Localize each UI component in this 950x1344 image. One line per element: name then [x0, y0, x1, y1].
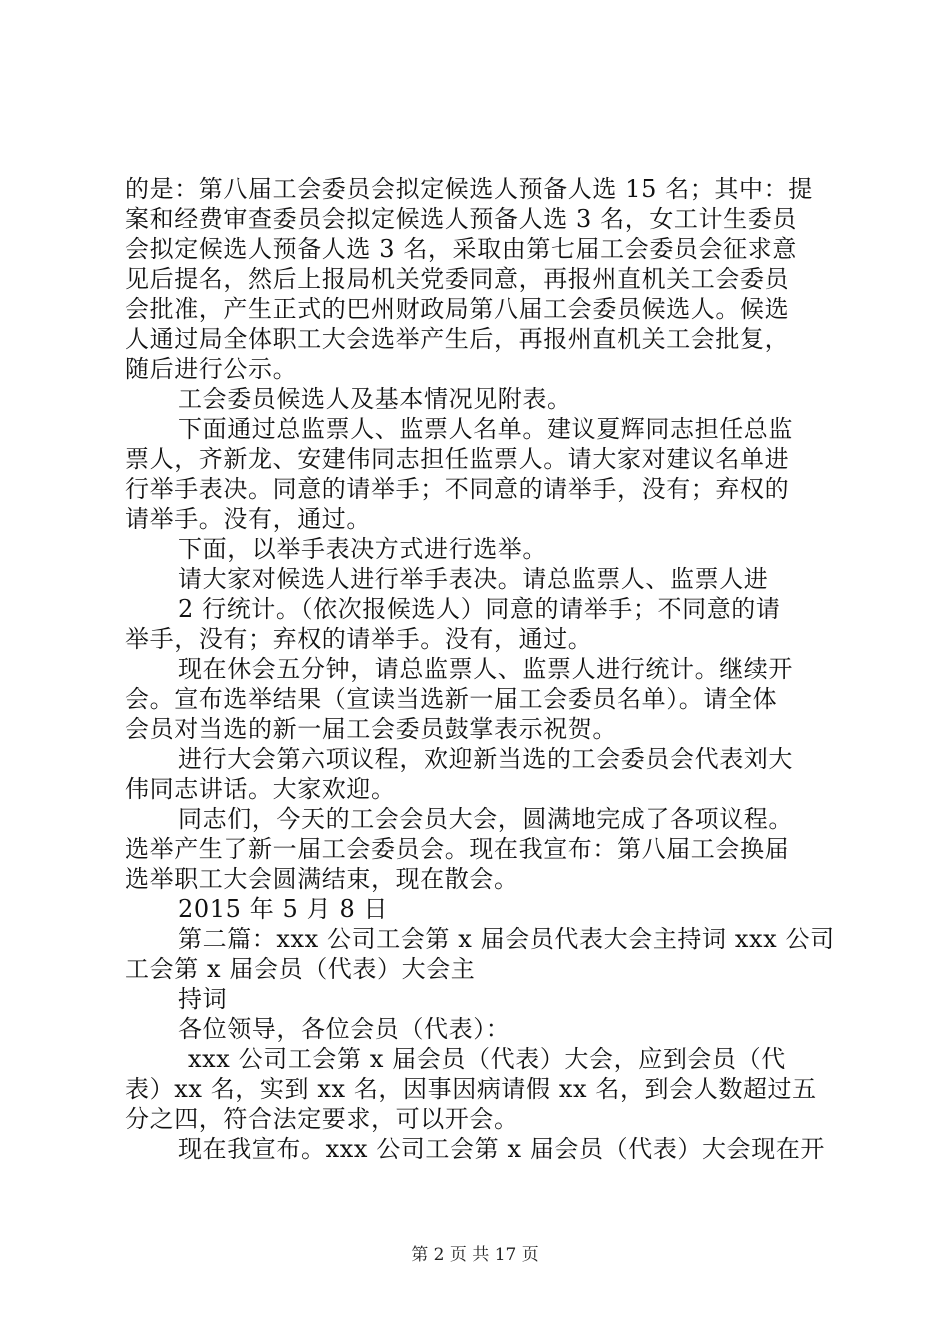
- text-line: 伟同志讲话。大家欢迎。: [125, 775, 396, 803]
- text-line: 人通过局全体职工大会选举产生后，再报州直机关工会批复，: [125, 325, 790, 353]
- text-line: 案和经费审查委员会拟定候选人预备人选 3 名，女工计生委员: [125, 205, 797, 233]
- date-line: 2015 年 5 月 8 日: [178, 895, 389, 923]
- text-line: 行举手表决。同意的请举手；不同意的请举手，没有；弃权的: [125, 475, 790, 503]
- text-line: 请大家对候选人进行举手表决。请总监票人、监票人进: [178, 565, 769, 593]
- text-line: 下面，以举手表决方式进行选举。: [178, 535, 547, 563]
- section-heading: 第二篇：xxx 公司工会第 x 届会员代表大会主持词 xxx 公司: [178, 925, 835, 953]
- page-footer: 第 2 页 共 17 页: [411, 1245, 539, 1265]
- text-line: 票人，齐新龙、安建伟同志担任监票人。请大家对建议名单进: [125, 445, 790, 473]
- text-line: 会。宣布选举结果（宣读当选新一届工会委员名单）。请全体: [125, 685, 778, 713]
- text-line: 选举职工大会圆满结束，现在散会。: [125, 865, 519, 893]
- text-line: 下面通过总监票人、监票人名单。建议夏辉同志担任总监: [178, 415, 793, 443]
- text-line: 工会委员候选人及基本情况见附表。: [178, 385, 572, 413]
- text-line: 表）xx 名，实到 xx 名，因事因病请假 xx 名，到会人数超过五: [125, 1075, 817, 1103]
- text-line: 会员对当选的新一届工会委员鼓掌表示祝贺。: [125, 715, 617, 743]
- text-line: 会拟定候选人预备人选 3 名，采取由第七届工会委员会征求意: [125, 235, 797, 263]
- text-line: 2 行统计。（依次报候选人）同意的请举手；不同意的请: [178, 595, 781, 623]
- text-line: 见后提名，然后上报局机关党委同意，再报州直机关工会委员: [125, 265, 790, 293]
- text-line: 各位领导，各位会员（代表）：: [178, 1015, 511, 1043]
- text-line: 现在休会五分钟，请总监票人、监票人进行统计。继续开: [178, 655, 793, 683]
- text-line: 同志们，今天的工会会员大会，圆满地完成了各项议程。: [178, 805, 793, 833]
- text-line: 进行大会第六项议程，欢迎新当选的工会委员会代表刘大: [178, 745, 793, 773]
- text-line: 选举产生了新一届工会委员会。现在我宣布：第八届工会换届: [125, 835, 790, 863]
- text-line: 会批准，产生正式的巴州财政局第八届工会委员候选人。候选: [125, 295, 790, 323]
- text-line: 请举手。没有，通过。: [125, 505, 371, 533]
- text-line: 现在我宣布。xxx 公司工会第 x 届会员（代表）大会现在开: [178, 1135, 826, 1163]
- text-line: 分之四，符合法定要求，可以开会。: [125, 1105, 519, 1133]
- section-heading: 工会第 x 届会员（代表）大会主: [125, 955, 476, 983]
- text-line: 持词: [178, 985, 228, 1013]
- text-line: xxx 公司工会第 x 届会员（代表）大会，应到会员（代: [188, 1045, 786, 1073]
- text-line: 的是：第八届工会委员会拟定候选人预备人选 15 名；其中：提: [125, 175, 813, 203]
- text-line: 举手，没有；弃权的请举手。没有，通过。: [125, 625, 593, 653]
- text-line: 随后进行公示。: [125, 355, 298, 383]
